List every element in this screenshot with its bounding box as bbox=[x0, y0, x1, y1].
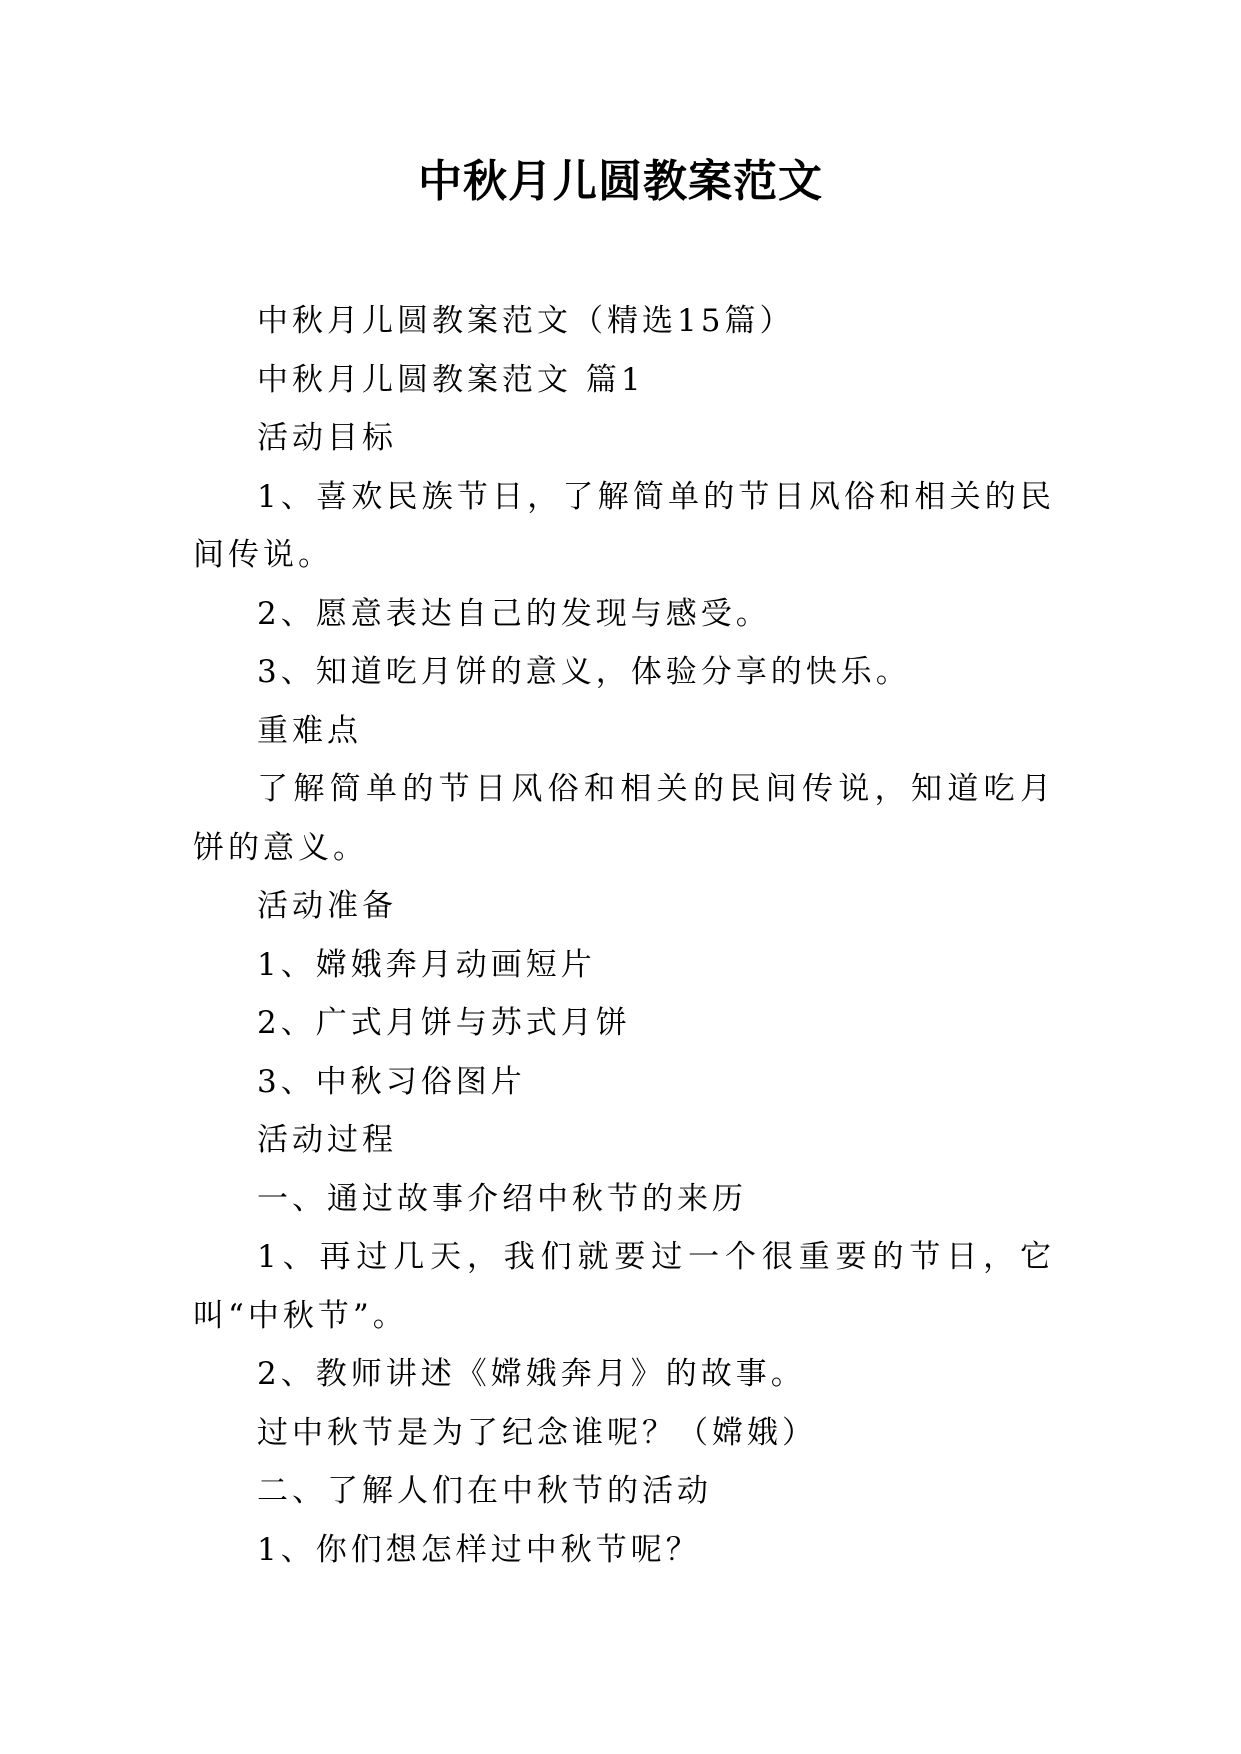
paragraph-goal-1: 1、喜欢民族节日，了解简单的节日风俗和相关的民间传说。 bbox=[193, 478, 1055, 573]
document-title: 中秋月儿圆教案范文 bbox=[418, 156, 823, 207]
paragraph-preparation-2: 2、广式月饼与苏式月饼 bbox=[257, 1005, 631, 1041]
paragraph-subtitle: 中秋月儿圆教案范文（精选15篇） bbox=[257, 303, 795, 339]
paragraph-heading-key-points: 重难点 bbox=[257, 712, 362, 749]
paragraph-process-part-2: 二、了解人们在中秋节的活动 bbox=[257, 1473, 712, 1509]
paragraph-heading-goals: 活动目标 bbox=[257, 420, 397, 456]
paragraph-heading-process: 活动过程 bbox=[257, 1122, 397, 1158]
paragraph-goal-3: 3、知道吃月饼的意义，体验分享的快乐。 bbox=[257, 654, 911, 690]
paragraph-process-1-2: 2、教师讲述《嫦娥奔月》的故事。 bbox=[257, 1356, 806, 1392]
paragraph-process-1-1: 1、再过几天，我们就要过一个很重要的节日，它叫“中秋节”。 bbox=[193, 1239, 1055, 1334]
paragraph-preparation-1: 1、嫦娥奔月动画短片 bbox=[257, 946, 596, 983]
paragraph-goal-2: 2、愿意表达自己的发现与感受。 bbox=[257, 595, 771, 632]
paragraph-process-2-1: 1、你们想怎样过中秋节呢？ bbox=[257, 1531, 701, 1568]
paragraph-process-part-1: 一、通过故事介绍中秋节的来历 bbox=[257, 1180, 747, 1217]
paragraph-process-question: 过中秋节是为了纪念谁呢？（嫦娥） bbox=[257, 1414, 817, 1451]
paragraph-section-heading: 中秋月儿圆教案范文 篇1 bbox=[257, 361, 645, 398]
paragraph-key-points: 了解简单的节日风俗和相关的民间传说，知道吃月饼的意义。 bbox=[193, 771, 1055, 866]
document-body bbox=[193, 292, 1055, 1579]
paragraph-preparation-3: 3、中秋习俗图片 bbox=[257, 1063, 526, 1100]
paragraph-heading-preparation: 活动准备 bbox=[257, 888, 397, 924]
